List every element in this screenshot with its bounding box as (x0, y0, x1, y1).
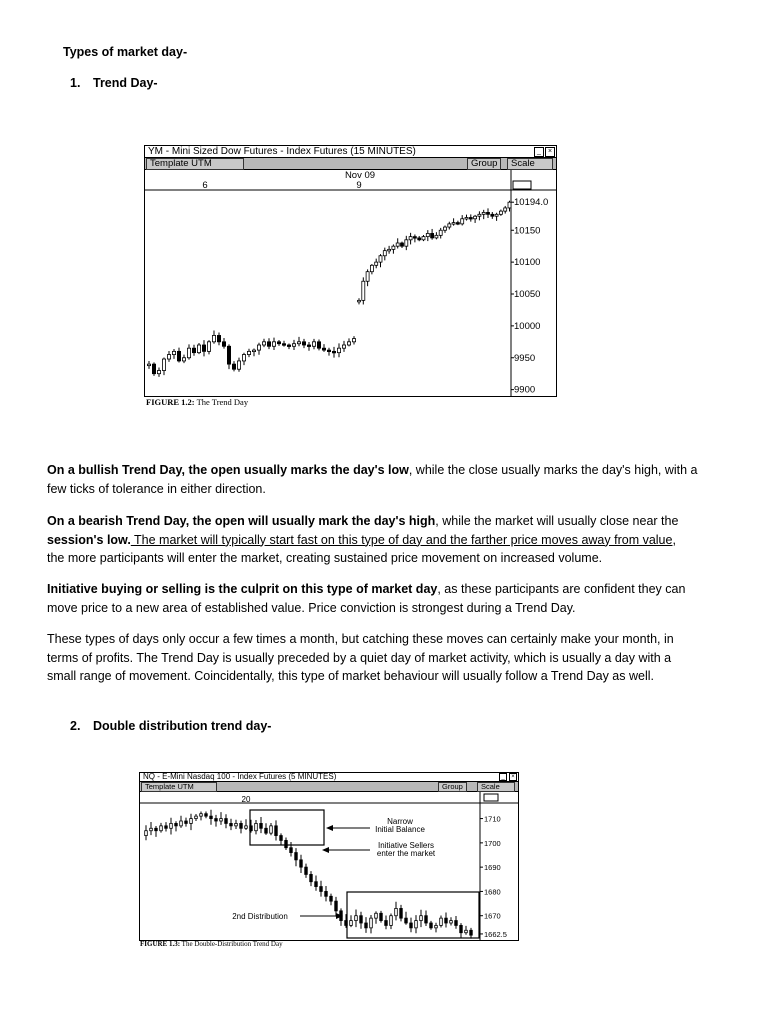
candle-body (235, 823, 238, 825)
paragraph-initiative (47, 580, 727, 617)
candle-body (297, 342, 300, 344)
y-tick-label: 9950 (514, 352, 536, 364)
close-icon: × (509, 773, 517, 781)
double-distribution-chart (139, 772, 519, 941)
section1-title: Trend Day- (93, 76, 158, 90)
candle-body (242, 355, 245, 361)
candle-body (210, 816, 213, 818)
candle-body (245, 826, 248, 828)
para2-bold-line2: session's low. (47, 532, 131, 547)
candle-body (255, 823, 258, 830)
y-tick-label: 1690 (484, 863, 501, 873)
minimize-icon: _ (499, 773, 507, 781)
candle-body (504, 208, 507, 211)
candle-body (358, 300, 361, 302)
y-tick-label: 10194.0 (514, 197, 549, 209)
candle-body (327, 350, 330, 352)
annotation-ib-line1: Narrow (387, 817, 413, 826)
candle-body (227, 346, 230, 364)
candle-body (375, 913, 378, 918)
candle-body (362, 281, 365, 300)
candle-body (415, 921, 418, 928)
candle-body (180, 821, 183, 826)
chart2-template-button: Template UTM (141, 782, 217, 792)
candle-body (312, 342, 315, 346)
section2-number: 2. (70, 719, 81, 733)
chart2-plot (140, 792, 518, 940)
candle-body (162, 359, 165, 370)
candle-body (145, 831, 148, 836)
second-distribution-box (347, 892, 479, 938)
candle-body (270, 826, 273, 833)
candle-body (185, 821, 188, 823)
candle-body (272, 342, 275, 346)
candle-body (420, 916, 423, 921)
chart1-title-bar (145, 146, 556, 158)
chart1-group-button: Group (467, 158, 501, 170)
candle-body (470, 930, 473, 935)
candle-body (355, 916, 358, 921)
candle-body (350, 921, 353, 926)
candle-body (455, 921, 458, 926)
candle-body (197, 345, 200, 353)
y-tick-label: 1710 (484, 814, 501, 824)
annotation-sellers-line1: Initiative Sellers (377, 841, 435, 850)
candle-body (305, 867, 308, 874)
annotation-sellers-line2: enter the market (376, 849, 436, 858)
chart1-template-button: Template UTM (146, 158, 244, 170)
candle-body (237, 361, 240, 369)
y-tick-label: 10100 (514, 257, 541, 269)
candle-body (380, 913, 383, 920)
candle-body (325, 891, 328, 896)
candle-body (405, 240, 408, 246)
candle-body (396, 243, 399, 246)
candle-body (460, 925, 463, 932)
candle-body (478, 214, 481, 216)
candle-body (495, 214, 498, 216)
close-icon: × (545, 147, 555, 157)
candle-body (330, 896, 333, 901)
candle-body (147, 364, 150, 366)
para3-bold: Initiative buying or selling is the culprit on this type of market day (47, 582, 438, 596)
candle-body (307, 345, 310, 347)
candle-body (217, 335, 220, 341)
candle-body (365, 923, 368, 928)
para1-rest: , while the close usually marks the day's high, with a (408, 463, 698, 477)
candle-body (285, 840, 288, 847)
candle-body (207, 342, 210, 352)
candle-body (260, 823, 263, 828)
y-tick-label: 10000 (514, 320, 541, 332)
candle-body (187, 348, 190, 358)
candle-body (247, 351, 250, 354)
para2-line3: the more participants will enter the market, creating sustained price movement on increased volume. (47, 551, 603, 565)
candle-body (418, 238, 421, 240)
paragraph-bearish (47, 512, 727, 568)
candle-body (445, 918, 448, 923)
candle-body (265, 828, 268, 833)
y-tick-label: 1700 (484, 838, 501, 848)
candle-body (400, 908, 403, 918)
chart1-caption (146, 397, 248, 407)
section1-number: 1. (70, 76, 81, 90)
candle-body (315, 882, 318, 887)
candle-body (465, 930, 468, 932)
candle-body (409, 237, 412, 240)
candle-body (413, 237, 416, 239)
chart2-caption (140, 940, 283, 948)
ib-arrow-head (326, 825, 333, 831)
candle-body (170, 823, 173, 828)
candle-body (195, 816, 198, 818)
candle-body (431, 233, 434, 237)
para4-line1: These types of days only occur a few times a month, but catching these moves can certainly make your month, in (47, 632, 674, 646)
candle-body (452, 223, 455, 225)
candle-body (202, 345, 205, 351)
candle-body (212, 335, 215, 341)
candle-body (360, 916, 363, 923)
para2-rest: , while the market will usually close near the (435, 514, 679, 528)
candle-body (295, 853, 298, 860)
candle-body (240, 823, 243, 828)
candle-body (215, 819, 218, 821)
paragraph-frequency (47, 630, 727, 686)
candle-body (155, 828, 158, 830)
para1-line2: few ticks of tolerance in either direction. (47, 481, 266, 496)
candle-body (405, 918, 408, 923)
y-tick-label: 9900 (514, 384, 536, 396)
candle-body (401, 243, 404, 246)
candle-body (280, 836, 283, 841)
candle-body (277, 342, 280, 344)
candle-body (430, 923, 433, 928)
candle-body (335, 901, 338, 911)
candle-body (332, 351, 335, 353)
candle-body (232, 364, 235, 369)
chart1-window-title: YM - Mini Sized Dow Futures - Index Futures (15 MINUTES) (148, 146, 416, 157)
candle-body (167, 355, 170, 359)
chart2-toolbar (140, 782, 518, 792)
x-tick-label: 20 (241, 795, 251, 804)
candle-body (165, 826, 168, 828)
candle-body (491, 214, 494, 216)
chart2-caption-label: FIGURE 1.3: (140, 940, 181, 948)
candle-body (292, 344, 295, 347)
trend-day-chart (144, 145, 557, 397)
para3-rest: , as these participants are confident they can (437, 582, 686, 596)
candle-body (320, 887, 323, 892)
candle-body (395, 908, 398, 915)
candle-body (392, 246, 395, 249)
candle-body (317, 342, 320, 348)
candle-body (347, 342, 350, 345)
chart1-caption-text: The Trend Day (194, 397, 249, 407)
candle-body (282, 344, 285, 346)
candle-body (290, 848, 293, 853)
candle-body (322, 348, 325, 350)
candle-body (482, 212, 485, 214)
chart2-window-title: NQ - E-Mini Nasdaq 100 - Index Futures (5 MINUTES) (143, 773, 337, 781)
candle-body (262, 342, 265, 345)
price-marker (513, 181, 531, 189)
candle-body (302, 342, 305, 345)
candle-body (160, 826, 163, 831)
para4-line3: small range of movement. Coincidentally, this type of market behaviour will usually follow a Trend Day as well. (47, 669, 654, 683)
para3-line2: move price to a new area of established value. Price conviction is strongest during a Trend Day. (47, 600, 576, 615)
chart2-group-button: Group (438, 782, 467, 792)
candle-body (287, 345, 290, 347)
para4-line2: terms of profits. The Trend Day is usually preceded by a quiet day of market activity, which is usually a day with a (47, 650, 672, 665)
candle-body (252, 350, 255, 352)
candle-body (175, 823, 178, 825)
para2-underlined: The market will typically start fast on this type of day and the farther price moves away from value, (130, 532, 676, 547)
candle-body (508, 202, 511, 208)
candle-body (370, 918, 373, 928)
candle-body (385, 921, 388, 926)
y-tick-label: 10150 (514, 225, 541, 237)
candle-body (200, 814, 203, 816)
chart2-scale-button: Scale (477, 782, 515, 792)
candle-body (390, 916, 393, 926)
candle-body (383, 251, 386, 256)
chart1-caption-label: FIGURE 1.2: (146, 397, 195, 407)
candle-body (352, 339, 355, 342)
candle-body (499, 211, 502, 214)
page-heading: Types of market day- (63, 45, 188, 59)
chart1-scale-button: Scale (507, 158, 553, 170)
candle-body (220, 819, 223, 821)
chart1-toolbar (145, 158, 556, 170)
annotation-ib-line2: Initial Balance (375, 825, 425, 834)
candle-body (267, 342, 270, 346)
candle-body (222, 342, 225, 346)
candle-body (435, 925, 438, 927)
candle-body (225, 819, 228, 824)
y-tick-label: 1662.5 (484, 929, 507, 939)
candle-body (435, 235, 438, 238)
candle-body (300, 860, 303, 867)
para2-bold: On a bearish Trend Day, the open will usually mark the day's high (47, 514, 436, 528)
chart1-plot (145, 170, 556, 396)
candle-body (192, 348, 195, 352)
y-tick-label: 1670 (484, 911, 501, 921)
candle-body (337, 348, 340, 352)
candle-body (410, 923, 413, 928)
candle-body (152, 364, 155, 374)
candle-body (275, 826, 278, 836)
x-tick-label: 6 (202, 180, 208, 191)
para1-bold: On a bullish Trend Day, the open usually marks the day's low (47, 463, 409, 477)
chart2-caption-text: The Double-Distribution Trend Day (180, 940, 283, 948)
candle-body (456, 223, 459, 225)
candle-body (177, 351, 180, 361)
paragraph-bullish (47, 461, 727, 498)
candle-body (370, 265, 373, 271)
candle-body (340, 911, 343, 921)
candle-body (422, 237, 425, 240)
candle-body (426, 233, 429, 236)
candle-body (250, 826, 253, 831)
candle-body (379, 256, 382, 262)
candle-body (342, 345, 345, 348)
candle-body (205, 814, 208, 816)
y-tick-label: 10050 (514, 289, 541, 300)
price-marker (484, 794, 498, 801)
candle-body (172, 351, 175, 354)
sellers-arrow-head (322, 847, 329, 853)
candle-body (439, 230, 442, 235)
candle-body (157, 371, 160, 374)
candle-body (310, 874, 313, 881)
candle-body (345, 921, 348, 926)
candle-body (366, 272, 369, 282)
x-tick-label: 9 (356, 180, 362, 191)
candle-body (375, 262, 378, 265)
candle-body (461, 219, 464, 224)
date-label: Nov 09 (344, 170, 376, 181)
minimize-icon: _ (534, 147, 544, 157)
y-tick-label: 1680 (484, 887, 501, 897)
candle-body (388, 249, 391, 251)
candle-body (450, 921, 453, 923)
candle-body (150, 828, 153, 830)
candle-body (448, 224, 451, 227)
candle-body (469, 218, 472, 220)
candle-body (190, 819, 193, 824)
section2-title: Double distribution trend day- (93, 719, 272, 733)
candle-body (425, 916, 428, 923)
chart2-title-bar (140, 773, 518, 782)
candle-body (257, 345, 260, 350)
candle-body (465, 218, 468, 220)
candle-body (182, 358, 185, 361)
candle-body (230, 823, 233, 825)
candle-body (474, 216, 477, 219)
candle-body (444, 227, 447, 230)
annotation-distribution: 2nd Distribution (232, 912, 288, 921)
candle-body (440, 918, 443, 925)
candle-body (487, 212, 490, 214)
